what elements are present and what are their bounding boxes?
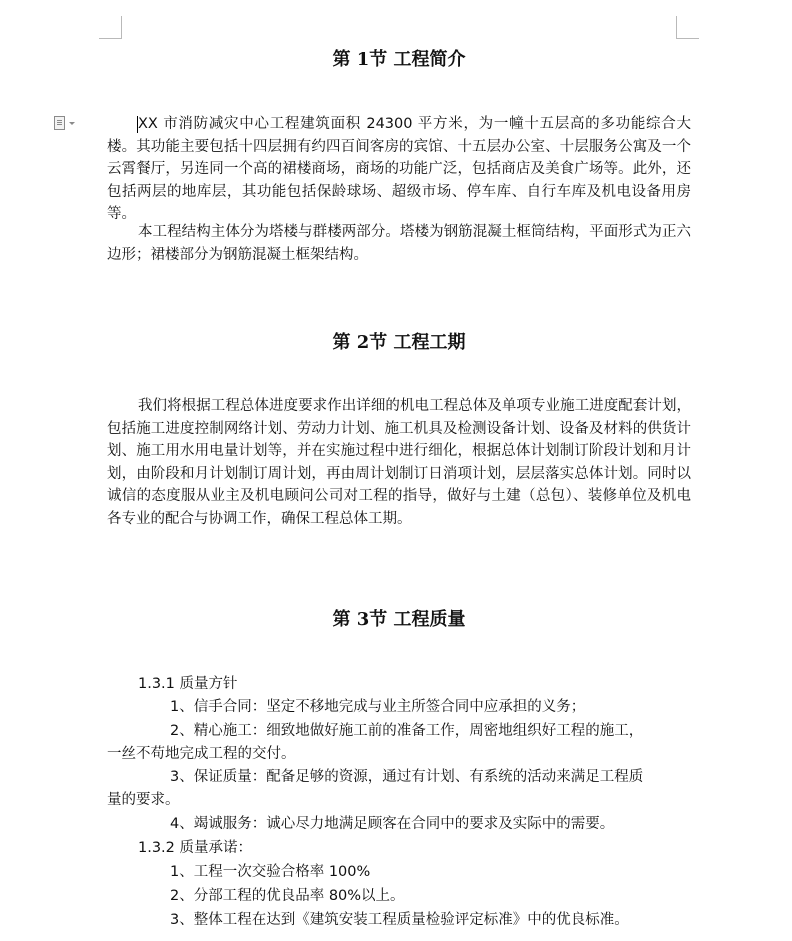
page-corner-mark-top-right: [676, 16, 699, 39]
policy-item[interactable]: 3、保证质量：配备足够的资源，通过有计划、有系统的活动来满足工程质: [170, 769, 644, 785]
section-1-paragraph-1[interactable]: XX 市消防减灾中心工程建筑面积 24300 平方米，为一幢十五层高的多功能综合大楼。其功能主要包括十四层拥有约四百间客房的宾馆、十五层办公室、十层服务公寓及一个云霄餐厅，另连同一个高的裙楼商场，商场的功能广泛，包括商店及美食广场等。此外，还包括两层的地库层，其功能包括保龄球场、超级市场、停车库、自行车库及机电设备用房等。: [107, 116, 691, 222]
section-3-title: 第 3节 工程质量: [332, 609, 466, 630]
chevron-down-icon: [69, 122, 75, 125]
quality-policy-heading[interactable]: 1.3.1 质量方针: [138, 676, 238, 692]
paragraph-menu-icon[interactable]: [54, 115, 80, 131]
policy-item-continuation[interactable]: 量的要求。: [107, 792, 180, 808]
section-1-title: 第 1节 工程简介: [332, 49, 466, 70]
quality-commitment-heading[interactable]: 1.3.2 质量承诺：: [138, 840, 253, 856]
policy-item[interactable]: 2、精心施工：细致地做好施工前的准备工作，周密地组织好工程的施工，: [170, 723, 644, 739]
section-2-paragraph-1[interactable]: 我们将根据工程总体进度要求作出详细的机电工程总体及单项专业施工进度配套计划，包括施工进度控制网络计划、劳动力计划、施工机具及检测设备计划、设备及材料的供货计划、施工用水用电量计划等，并在实施过程中进行细化，根据总体计划制订阶段计划和月计划，由阶段和月计划制订周计划，再由周计划制订日消项计划，层层落实总体计划。同时以诚信的态度服从业主及机电顾问公司对工程的指导，做好与土建（总包）、装修单位及机电各专业的配合与协调工作，确保工程总体工期。: [107, 398, 691, 527]
section-2-title: 第 2节 工程工期: [332, 332, 466, 353]
policy-item[interactable]: 4、竭诚服务：诚心尽力地满足顾客在合同中的要求及实际中的需要。: [170, 816, 615, 832]
commitment-item[interactable]: 1、工程一次交验合格率 100%: [170, 864, 371, 880]
section-1-paragraph-2[interactable]: 本工程结构主体分为塔楼与群楼两部分。塔楼为钢筋混凝土框筒结构，平面形式为正六边形；裙楼部分为钢筋混凝土框架结构。: [107, 224, 691, 263]
page-corner-mark-top-left: [99, 16, 122, 39]
commitment-item[interactable]: 3、整体工程在达到《建筑安装工程质量检验评定标准》中的优良标准。: [170, 912, 629, 928]
policy-item[interactable]: 1、信手合同：坚定不移地完成与业主所签合同中应承担的义务；: [170, 699, 586, 715]
policy-item-continuation[interactable]: 一丝不苟地完成工程的交付。: [107, 746, 296, 762]
commitment-item[interactable]: 2、分部工程的优良品率 80%以上。: [170, 888, 405, 904]
document-icon: [54, 116, 65, 130]
